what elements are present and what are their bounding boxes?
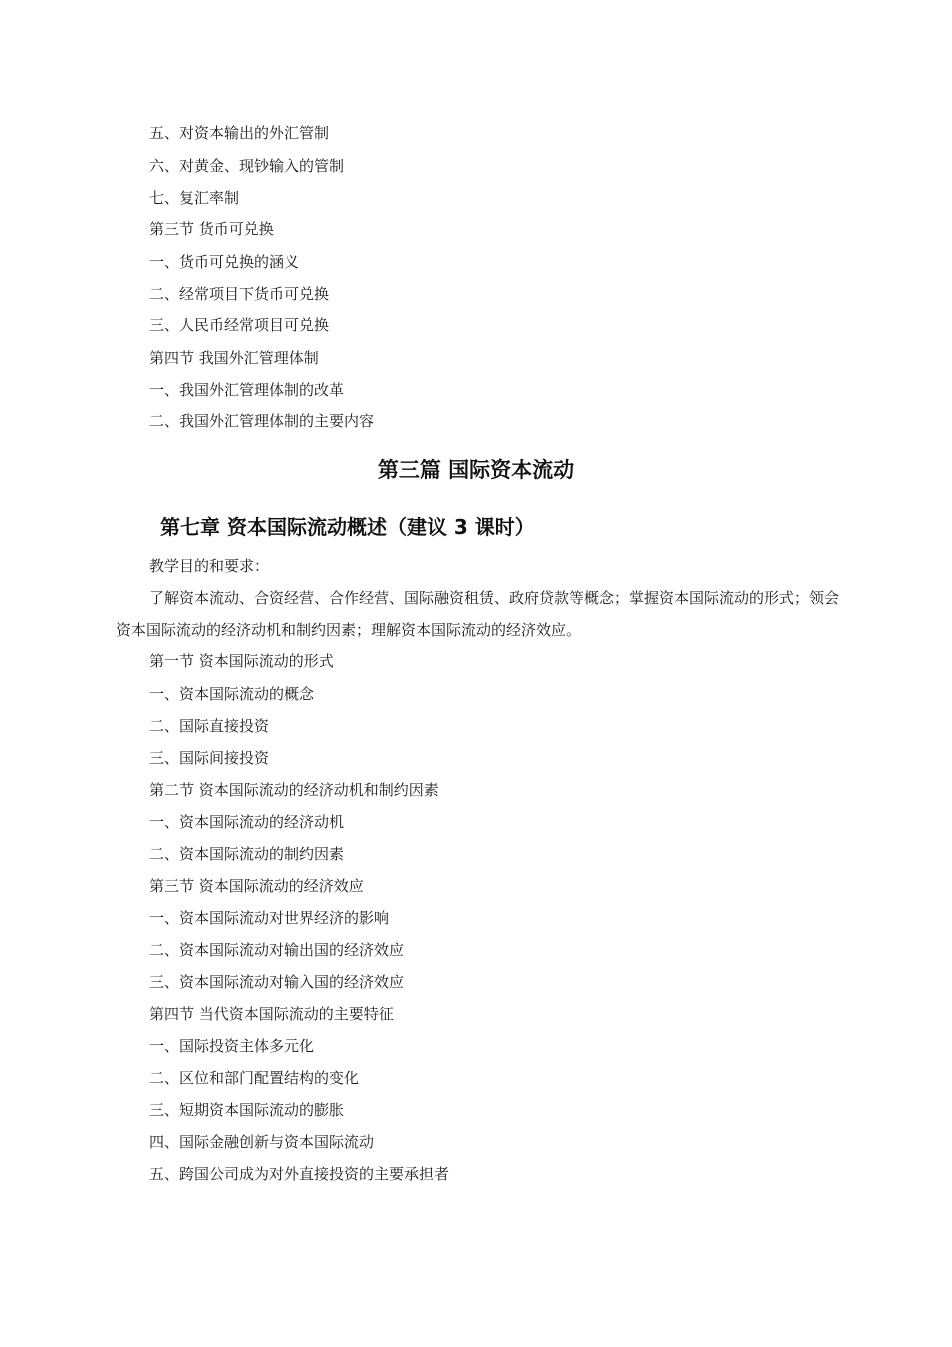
list-item: 二、资本国际流动对输出国的经济效应 — [149, 941, 405, 959]
list-item: 四、国际金融创新与资本国际流动 — [149, 1133, 375, 1151]
objectives-paragraph: 了解资本流动、合资经营、合作经营、国际融资租赁、政府贷款等概念；掌握资本国际流动的形式；领会资本国际流动的经济动机和制约因素；理解资本国际流动的经济效应。 — [116, 589, 840, 639]
list-item: 二、资本国际流动的制约因素 — [149, 845, 345, 863]
list-item: 一、国际投资主体多元化 — [149, 1037, 315, 1055]
list-item: 三、资本国际流动对输入国的经济效应 — [149, 973, 405, 991]
list-item: 五、跨国公司成为对外直接投资的主要承担者 — [149, 1165, 450, 1183]
section-heading: 第四节 我国外汇管理体制 — [149, 349, 319, 367]
list-item: 六、对黄金、现钞输入的管制 — [149, 157, 345, 175]
list-item: 一、资本国际流动的概念 — [149, 685, 315, 703]
list-item: 二、我国外汇管理体制的主要内容 — [149, 412, 375, 430]
section-heading: 第四节 当代资本国际流动的主要特征 — [149, 1005, 394, 1023]
section-heading: 第一节 资本国际流动的形式 — [149, 652, 334, 670]
list-item: 五、对资本输出的外汇管制 — [149, 124, 330, 142]
section-heading: 第二节 资本国际流动的经济动机和制约因素 — [149, 781, 439, 799]
list-item: 七、复汇率制 — [149, 189, 240, 207]
list-item: 一、货币可兑换的涵义 — [149, 253, 300, 271]
list-item: 三、人民币经常项目可兑换 — [149, 316, 330, 334]
section-heading: 第三节 货币可兑换 — [149, 220, 274, 238]
objectives-label: 教学目的和要求： — [149, 557, 270, 575]
list-item: 一、资本国际流动的经济动机 — [149, 813, 345, 831]
list-item: 三、国际间接投资 — [149, 749, 270, 767]
list-item: 二、国际直接投资 — [149, 717, 270, 735]
list-item: 二、经常项目下货币可兑换 — [149, 285, 330, 303]
chapter-title: 第七章 资本国际流动概述（建议 3 课时） — [160, 515, 535, 539]
list-item: 三、短期资本国际流动的膨胀 — [149, 1101, 345, 1119]
list-item: 二、区位和部门配置结构的变化 — [149, 1069, 360, 1087]
part-title: 第三篇 国际资本流动 — [377, 458, 575, 482]
list-item: 一、资本国际流动对世界经济的影响 — [149, 909, 390, 927]
section-heading: 第三节 资本国际流动的经济效应 — [149, 877, 364, 895]
list-item: 一、我国外汇管理体制的改革 — [149, 381, 345, 399]
